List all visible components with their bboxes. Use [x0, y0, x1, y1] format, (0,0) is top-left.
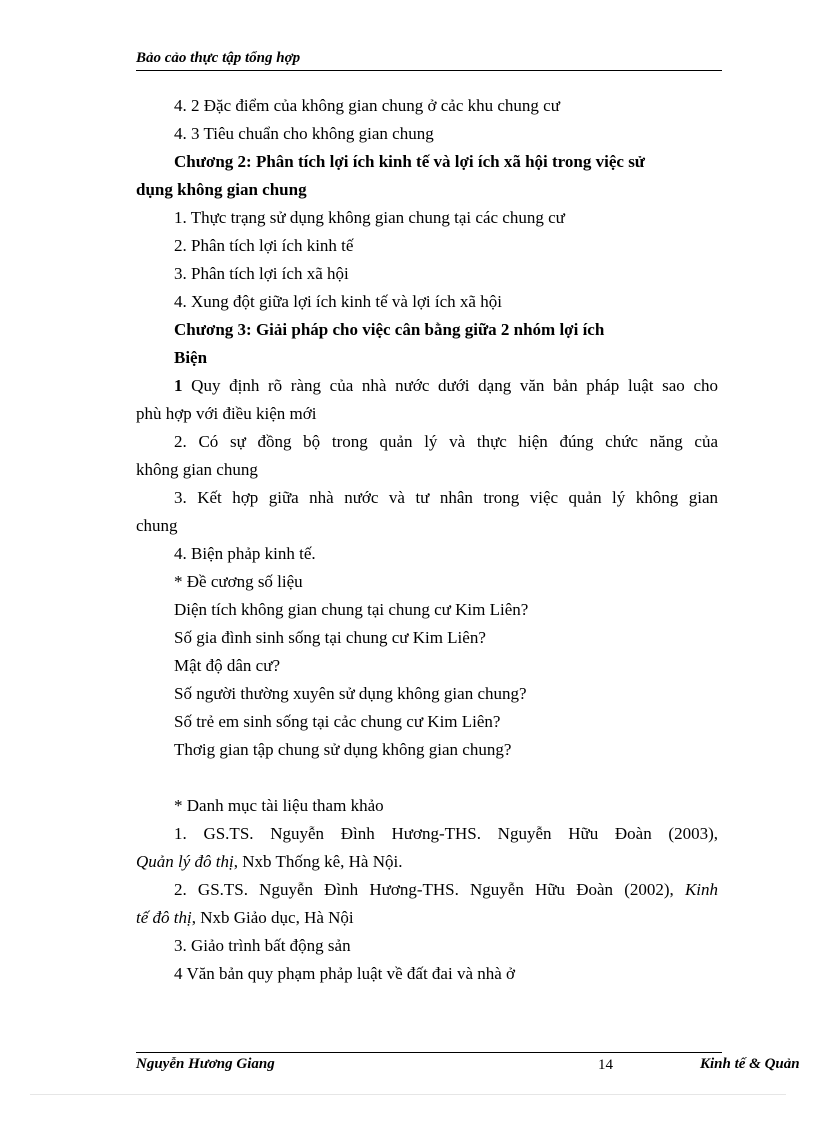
reference-2-publisher: , Nxb Giảo dục, Hà Nội — [191, 908, 354, 927]
chapter-2-heading-line2: dụng không gian chung — [136, 180, 307, 199]
data-question-6: Thơig gian tập chung sử dụng không gian chung? — [174, 740, 512, 759]
solution-2-line2: không gian chung — [136, 460, 258, 479]
reference-2-authors: 2. GS.TS. Nguyễn Đình Hương-THS. Nguyễn Hữu Đoàn (2002), — [174, 880, 685, 899]
data-question-2: Số gia đình sinh sống tại chung cư Kim Liên? — [174, 628, 486, 647]
reference-2-title-end: tế đô thị — [136, 908, 192, 927]
solution-3-line1: 3. Kết hợp giữa nhà nước và tư nhân trong việc quản lý không gian — [174, 488, 718, 507]
spacer — [136, 764, 718, 792]
data-question-3: Mật độ dân cư? — [174, 656, 280, 675]
header-rule — [136, 70, 722, 71]
footer-department: Kinh tế & Quản — [700, 1056, 800, 1072]
chapter-2-heading-line1: Chương 2: Phân tích lợi ích kinh tế và lợi ích xã hội trong việc sử — [174, 152, 646, 171]
reference-1-title: Quản lý đô thị — [136, 852, 234, 871]
outline-item-1: 1. Thực trạng sử dụng không gian chung tại các chung cư — [174, 208, 565, 227]
reference-2-line2 — [136, 904, 718, 932]
outline-item-2: 2. Phân tích lợi ích kinh tế — [174, 236, 354, 255]
data-question-4: Số người thường xuyên sử dụng không gian chung? — [174, 684, 527, 703]
solution-1-line1 — [136, 372, 718, 400]
references-heading: * Danh mục tài liệu tham khảo — [174, 796, 384, 815]
chapter-3-heading: Chương 3: Giải pháp cho việc cân bằng giữa 2 nhóm lợi ích — [174, 320, 605, 339]
reference-2-line1 — [136, 876, 718, 904]
reference-4: 4 Văn bản quy phạm phảp luật về đất đai và nhà ở — [174, 964, 516, 983]
outline-item-4-3: 4. 3 Tiêu chuẩn cho không gian chung — [174, 124, 434, 143]
solution-1-text: Quy định rõ ràng của nhà nước dưới dạng văn bản pháp luật sao cho — [182, 376, 718, 395]
reference-1-publisher: , Nxb Thống kê, Hà Nội. — [233, 852, 403, 871]
document-body — [136, 92, 718, 988]
outline-item-4-2: 4. 2 Đặc điểm của không gian chung ở cảc khu chung cư — [174, 96, 560, 115]
page-bottom-divider — [30, 1094, 786, 1095]
solution-4: 4. Biện phảp kinh tế. — [174, 544, 316, 563]
solution-1-number: 1 — [174, 376, 183, 395]
data-question-1: Diện tích không gian chung tại chung cư Kim Liên? — [174, 600, 529, 619]
page-number: 14 — [598, 1057, 613, 1073]
reference-3: 3. Giảo trình bất động sản — [174, 936, 351, 955]
header-title: Bảo cảo thực tập tổng hợp — [136, 50, 301, 66]
outline-item-4: 4. Xung đột giữa lợi ích kinh tế và lợi ích xã hội — [174, 292, 502, 311]
solution-1-line2: phù hợp với điều kiện mới — [136, 404, 317, 423]
reference-1-line2 — [136, 848, 718, 876]
solution-3-line2: chung — [136, 516, 178, 535]
reference-2-title-start: Kinh — [684, 880, 718, 899]
outline-item-3: 3. Phân tích lợi ích xã hội — [174, 264, 349, 283]
data-outline-heading: * Đề cương số liệu — [174, 572, 303, 591]
reference-1-line1: 1. GS.TS. Nguyễn Đình Hương-THS. Nguyễn Hữu Đoàn (2003), — [174, 824, 718, 843]
solution-2-line1: 2. Có sự đồng bộ trong quản lý và thực hiện đúng chức năng của — [174, 432, 718, 451]
data-question-5: Số trẻ em sinh sống tại cảc chung cư Kim Liên? — [174, 712, 501, 731]
footer-rule — [136, 1052, 722, 1053]
footer-author: Nguyễn Hương Giang — [136, 1056, 275, 1072]
solutions-heading: Biện — [174, 348, 208, 367]
